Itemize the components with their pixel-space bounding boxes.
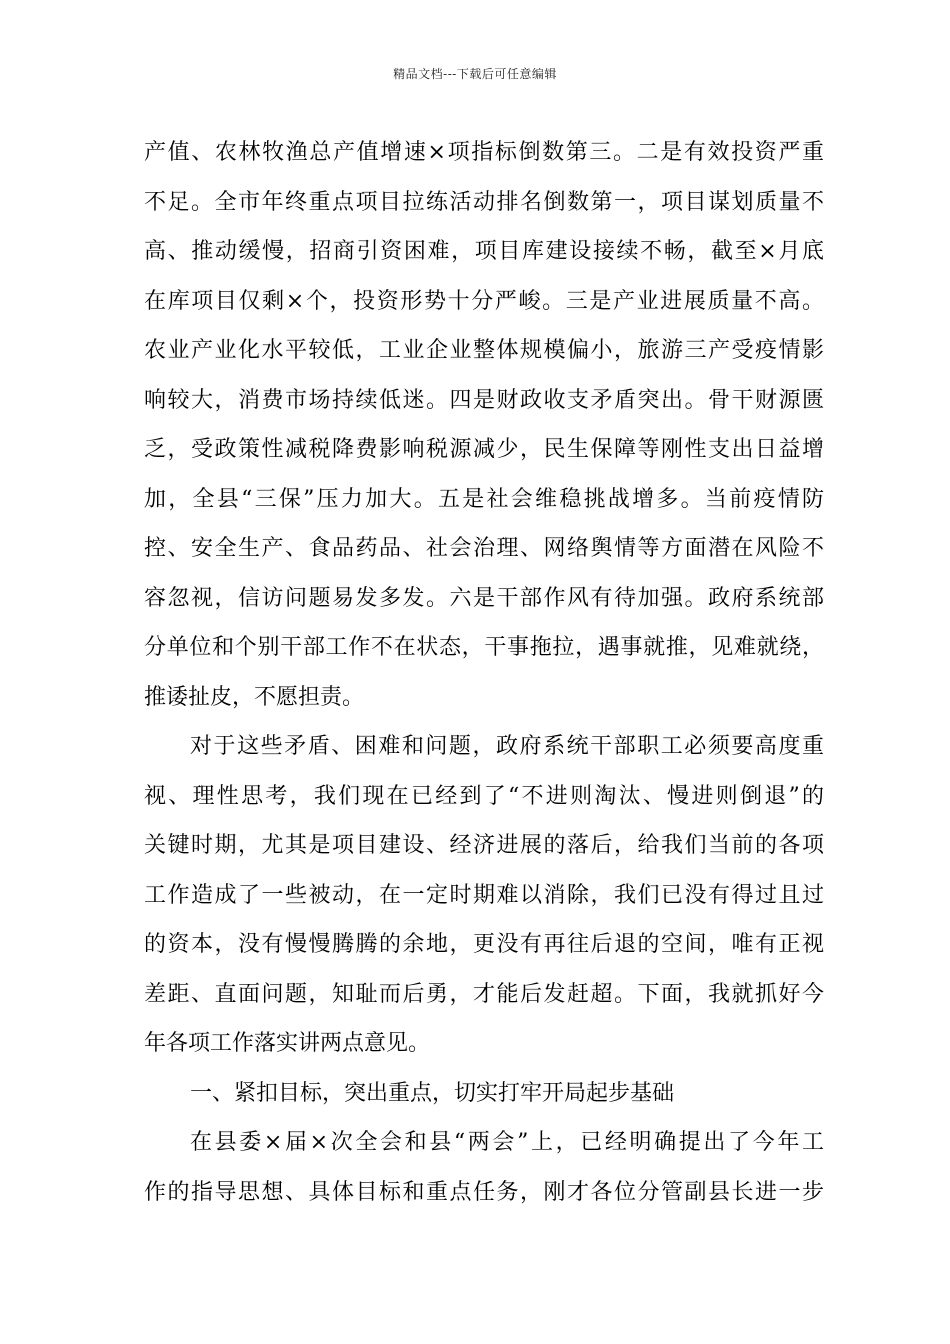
document-body <box>144 128 824 1217</box>
text-line: 控、安全生产、食品药品、社会治理、网络舆情等方面潜在风险不 <box>144 536 824 561</box>
paragraph-2 <box>144 722 824 1069</box>
text-line: 在库项目仅剩×个，投资形势十分严峻。三是产业进展质量不高。 <box>144 288 824 314</box>
text-line: 年各项工作落实讲两点意见。 <box>144 1031 431 1056</box>
text-line: 视、理性思考，我们现在已经到了“不进则淘汰、慢进则倒退”的 <box>144 783 824 809</box>
text-line: 农业产业化水平较低，工业企业整体规模偏小，旅游三产受疫情影 <box>144 338 824 363</box>
page-header: 精品文档---下载后可任意编辑 <box>393 67 557 81</box>
text-line: 分单位和个别干部工作不在状态，干事拖拉，遇事就推，见难就绕， <box>144 635 824 660</box>
text-line: 高、推动缓慢，招商引资困难，项目库建设接续不畅，截至×月底 <box>144 239 824 264</box>
text-line: 响较大，消费市场持续低迷。四是财政收支矛盾突出。骨干财源匮 <box>144 387 824 413</box>
text-line: 差距、直面问题，知耻而后勇，才能后发赶超。下面，我就抓好今 <box>144 981 824 1007</box>
section-heading <box>144 1069 824 1119</box>
text-line: 工作造成了一些被动，在一定时期难以消除，我们已没有得过且过 <box>144 882 824 908</box>
paragraph-1 <box>144 128 824 722</box>
text-line: 加，全县“三保”压力加大。五是社会维稳挑战增多。当前疫情防 <box>144 486 824 512</box>
text-line: 作的指导思想、具体目标和重点任务，刚才各位分管副县长进一步 <box>144 1179 824 1205</box>
text-line: 不足。全市年终重点项目拉练活动排名倒数第一，项目谋划质量不 <box>144 189 824 215</box>
text-line: 容忽视，信访问题易发多发。六是干部作风有待加强。政府系统部 <box>144 585 824 611</box>
text-line: 乏，受政策性减税降费影响税源减少，民生保障等刚性支出日益增 <box>144 437 824 462</box>
text-line: 推诿扯皮，不愿担责。 <box>144 684 365 710</box>
paragraph-3 <box>144 1118 824 1217</box>
text-line: 的资本，没有慢慢腾腾的余地，更没有再往后退的空间，唯有正视 <box>144 932 824 957</box>
text-line: 在县委×届×次全会和县“两会”上，已经明确提出了今年工 <box>190 1130 824 1155</box>
text-line: 关键时期，尤其是项目建设、经济进展的落后，给我们当前的各项 <box>144 833 824 858</box>
text-line: 对于这些矛盾、困难和问题，政府系统干部职工必须要高度重 <box>190 734 824 759</box>
heading-text: 一、紧扣目标，突出重点，切实打牢开局起步基础 <box>190 1080 675 1106</box>
text-line: 产值、农林牧渔总产值增速×项指标倒数第三。二是有效投资严重 <box>144 140 824 165</box>
